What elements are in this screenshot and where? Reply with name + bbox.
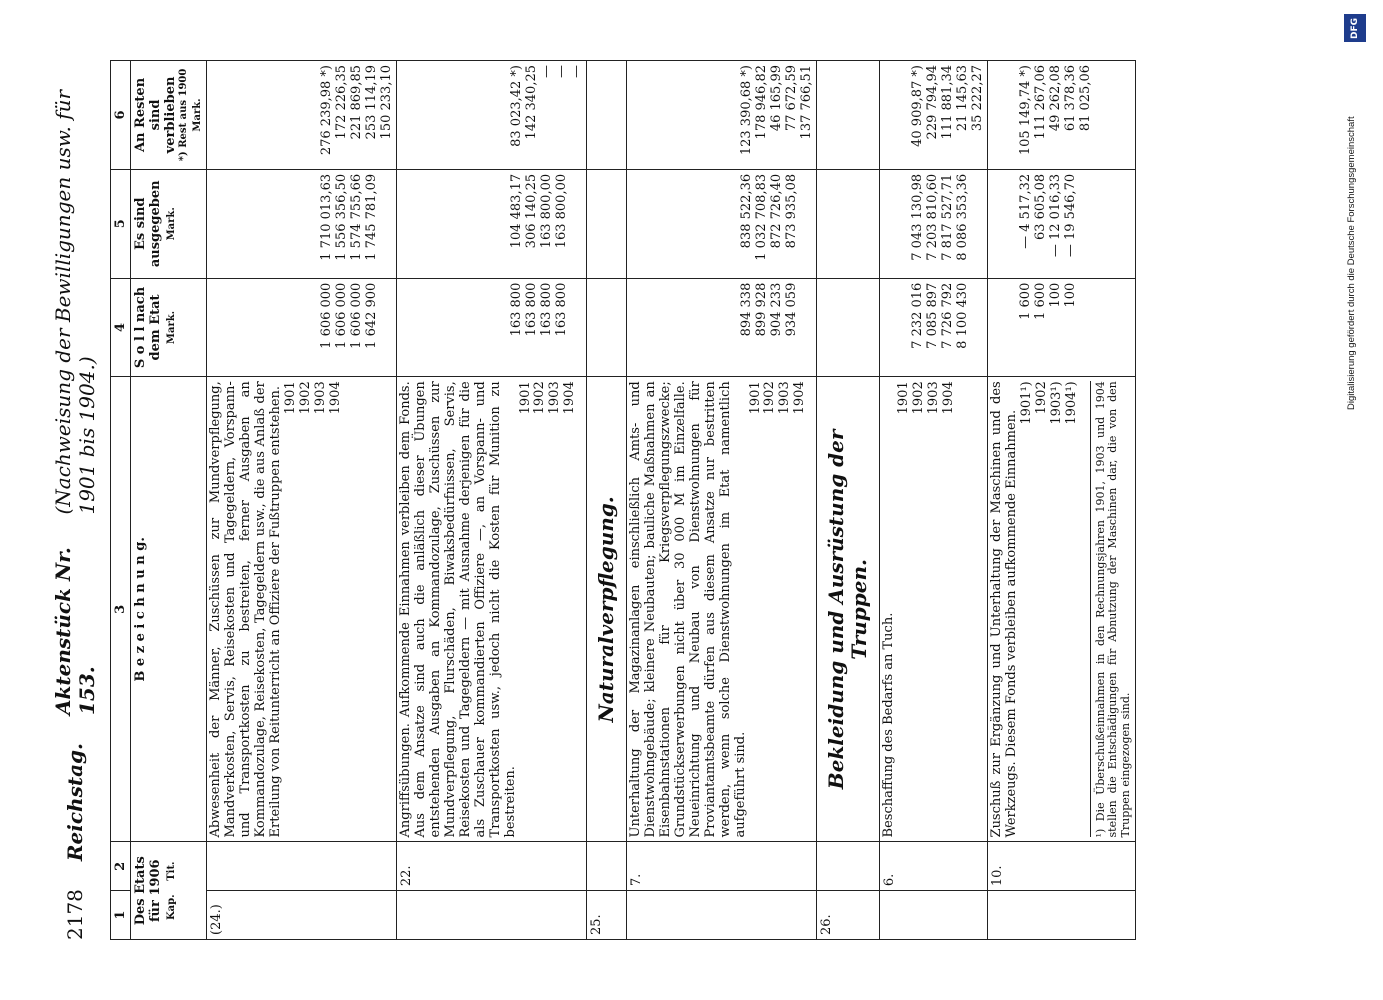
dfg-logo-icon: DFG bbox=[1344, 14, 1366, 42]
reste-cell bbox=[988, 61, 1136, 170]
reste-unit: Mark. bbox=[192, 98, 203, 132]
reste-note: *) Rest aus 1900 bbox=[178, 68, 189, 162]
reste-cell bbox=[627, 61, 817, 170]
col-num: 4 bbox=[111, 278, 131, 377]
ausgegeben-cell-value: 63 605,08 bbox=[1033, 173, 1048, 241]
year-label: 1901 bbox=[517, 381, 533, 415]
kap-cell bbox=[397, 891, 587, 940]
ausgegeben-cell-value: 7 043 130,98 bbox=[910, 173, 925, 261]
tit-label: Tit. bbox=[166, 861, 177, 881]
reste-header bbox=[131, 61, 207, 170]
year-label: 1901 bbox=[282, 381, 298, 415]
reste-cell bbox=[207, 61, 397, 170]
designation-header: B e z e i c h n u n g. bbox=[131, 377, 207, 842]
designation-cell bbox=[587, 377, 627, 842]
col-num: 3 bbox=[111, 377, 131, 842]
table-row bbox=[587, 61, 627, 940]
dfg-credit: Digitalisierung gefördert durch die Deutsche Forschungsgemeinschaft bbox=[1346, 116, 1357, 410]
reste-cell-value: 105 149,74 *) bbox=[1018, 65, 1033, 156]
designation-cell bbox=[627, 377, 817, 842]
ausgegeben-cell-value: 838 522,36 bbox=[739, 173, 754, 249]
table-row bbox=[627, 61, 817, 940]
designation-cell bbox=[397, 377, 587, 842]
ausgegeben-cell-value: 872 726,40 bbox=[769, 173, 784, 249]
reste-cell-value: 111 881,34 bbox=[940, 65, 955, 140]
year-label: 1903 bbox=[925, 381, 941, 415]
soll-cell bbox=[397, 278, 587, 377]
reste-cell-value: 46 165,99 bbox=[769, 65, 784, 132]
ausgegeben-cell-value: 1 710 013,63 bbox=[319, 173, 334, 261]
reste-cell-value: 61 378,36 bbox=[1063, 65, 1078, 132]
soll-cell-value: 100 bbox=[1063, 282, 1078, 308]
ausgegeben-unit: Mark. bbox=[166, 207, 177, 241]
year-label: 1902 bbox=[910, 381, 926, 415]
soll-cell-value: 163 800 bbox=[554, 282, 569, 337]
designation-cell bbox=[988, 377, 1136, 842]
year-label: 1903¹) bbox=[1048, 381, 1064, 425]
soll-cell-value: 100 bbox=[1048, 282, 1063, 308]
year-label: 1904 bbox=[792, 381, 808, 415]
ausgegeben-cell-value: 104 483,17 bbox=[509, 173, 524, 249]
tit-cell bbox=[587, 842, 627, 891]
reste-cell bbox=[880, 61, 988, 170]
kap-cell bbox=[988, 891, 1136, 940]
ausgegeben-cell-value: 1 745 781,09 bbox=[364, 173, 379, 261]
year-label: 1903 bbox=[312, 381, 328, 415]
year-label: 1904¹) bbox=[1063, 381, 1079, 425]
page-number: 2178 bbox=[63, 889, 87, 940]
page-header bbox=[51, 60, 99, 940]
reste-cell-value: 150 233,10 bbox=[379, 65, 394, 140]
kap-cell: (24.) bbox=[207, 891, 397, 940]
reste-label: An Resten sind verblieben bbox=[133, 76, 178, 154]
reste-cell-value: 40 909,87 *) bbox=[910, 65, 925, 147]
year-label: 1904 bbox=[327, 381, 343, 415]
table-row bbox=[207, 61, 397, 940]
reste-cell-value: 221 869,85 bbox=[349, 65, 364, 140]
tit-cell: 22. bbox=[397, 842, 587, 891]
reste-cell-value: 142 340,25 bbox=[524, 65, 539, 140]
year-label: 1904 bbox=[562, 381, 578, 415]
ausgegeben-cell bbox=[587, 169, 627, 278]
section-heading: Naturalverpflegung. bbox=[594, 496, 618, 723]
etat-header bbox=[131, 842, 207, 940]
reste-cell-value: 83 023,42 *) bbox=[509, 65, 524, 147]
kap-cell bbox=[880, 891, 988, 940]
appropriations-table bbox=[110, 60, 1136, 940]
section-heading: Bekleidung und Ausrüstung der Truppen. bbox=[824, 429, 871, 790]
ausgegeben-cell-value: — 12 016,33 bbox=[1048, 173, 1063, 258]
ausgegeben-cell-value: 306 140,25 bbox=[524, 173, 539, 249]
ausgegeben-cell-value: 1 032 708,83 bbox=[754, 173, 769, 261]
tit-cell bbox=[817, 842, 880, 891]
soll-unit: Mark. bbox=[166, 310, 177, 345]
col-num: 2 bbox=[111, 842, 131, 891]
reste-cell-value: 172 226,35 bbox=[334, 65, 349, 140]
reste-cell-value: 276 239,98 *) bbox=[319, 65, 334, 156]
soll-cell-value: 163 800 bbox=[524, 282, 539, 337]
designation-text: Unterhaltung der Magazinanlagen einschließlich Amts- und Dienstwohngebäude; kleinere Neubauten; bauliche Maßnahmen an Eisenbahnstationen für Kriegsverpflegungszwecke; Grundstückserwerbungen nicht über 30 000 M im Einzelfalle. Neueinrichtung und Neubau von Dienstwohnungen für Proviantamtsbeamte dürfen aus diesem Ansatze nur bestritten werden, wenn solche Dienstwohnungen im Etat namentlich aufgeführt sind. bbox=[628, 381, 748, 838]
soll-cell bbox=[587, 278, 627, 377]
reste-cell-value: 21 145,63 bbox=[955, 65, 970, 132]
ausgegeben-cell bbox=[627, 169, 817, 278]
reste-cell bbox=[587, 61, 627, 170]
tit-cell bbox=[207, 842, 397, 891]
year-label: 1901 bbox=[747, 381, 763, 415]
designation-cell bbox=[880, 377, 988, 842]
soll-cell-value: 1 600 bbox=[1033, 282, 1048, 320]
ausgegeben-label: Es sind ausgegeben bbox=[133, 180, 163, 268]
ausgegeben-header bbox=[131, 169, 207, 278]
dfg-sidebar bbox=[1340, 10, 1380, 990]
ausgegeben-cell-value: 1 574 755,66 bbox=[349, 173, 364, 261]
designation-text: Angriffsübungen. Aufkommende Einnahmen verbleiben dem Fonds. Aus dem Ansatze sind auch die anläßlich dieser Übungen entstehenden Ausgaben an Kommandozulage, Zuschüssen zur Mundverpflegung, Flurschäden, Biwaksbedürfnissen, Servis, Reisekosten und Tagegeldern — mit Ausnahme derjenigen für die als Zuschauer kommandierten Offiziere —, an Vorspann- und Transportkosten usw., jedoch nicht die Kosten für Munition zu bestreiten. bbox=[398, 381, 518, 838]
reste-cell-value: — bbox=[569, 65, 584, 78]
kap-label: Kap. bbox=[166, 894, 177, 921]
year-label: 1903 bbox=[547, 381, 563, 415]
tit-cell: 6. bbox=[880, 842, 988, 891]
soll-cell-value: 904 233 bbox=[769, 282, 784, 337]
ausgegeben-cell bbox=[207, 169, 397, 278]
designation-text: Abwesenheit der Männer, Zuschüssen zur Mundverpflegung, Mandverkosten, Servis, Reisekosten und Tagegeldern, Vorspann- und Transportkosten zu bestreiten, ferner Ausgaben an Kommandozulage, Reisekosten, Tagegeldern usw., die aus Anlaß der Erteilung von Reitunterricht an Offiziere der Fußtruppen entstehen. bbox=[208, 381, 283, 838]
soll-cell-value: 934 059 bbox=[784, 282, 799, 337]
year-label: 1902 bbox=[297, 381, 313, 415]
year-label: 1904 bbox=[940, 381, 956, 415]
ausgegeben-cell-value: — 19 546,70 bbox=[1063, 173, 1078, 258]
soll-cell-value: 1 606 000 bbox=[334, 282, 349, 349]
soll-cell-value: 7 232 016 bbox=[910, 282, 925, 349]
ausgegeben-cell bbox=[397, 169, 587, 278]
ausgegeben-cell-value: 873 935,08 bbox=[784, 173, 799, 249]
reste-cell-value: — bbox=[539, 65, 554, 78]
year-label: 1902 bbox=[532, 381, 548, 415]
soll-cell-value: 8 100 430 bbox=[955, 282, 970, 349]
column-number-row bbox=[111, 61, 131, 940]
col-num: 1 bbox=[111, 891, 131, 940]
reste-cell-value: 111 267,06 bbox=[1033, 65, 1048, 140]
table-row bbox=[988, 61, 1136, 940]
soll-cell bbox=[207, 278, 397, 377]
kap-cell bbox=[627, 891, 817, 940]
soll-cell-value: 899 928 bbox=[754, 282, 769, 337]
ausgegeben-cell bbox=[988, 169, 1136, 278]
designation-cell bbox=[817, 377, 880, 842]
reste-cell-value: 81 025,06 bbox=[1078, 65, 1093, 132]
table-row bbox=[397, 61, 587, 940]
tit-cell: 10. bbox=[988, 842, 1136, 891]
ausgegeben-cell-value: 8 086 353,36 bbox=[955, 173, 970, 261]
soll-cell-value: 163 800 bbox=[539, 282, 554, 337]
soll-cell-value: 7 726 792 bbox=[940, 282, 955, 349]
kap-cell: 26. bbox=[817, 891, 880, 940]
tit-cell: 7. bbox=[627, 842, 817, 891]
year-label: 1903 bbox=[777, 381, 793, 415]
document-title: Aktenstück Nr. 153. bbox=[51, 547, 99, 716]
soll-cell-value: 1 606 000 bbox=[319, 282, 334, 349]
soll-cell-value: 1 606 000 bbox=[349, 282, 364, 349]
soll-label: S o l l nach dem Etat bbox=[133, 286, 163, 369]
table-body bbox=[207, 61, 1136, 940]
reste-cell-value: 253 114,19 bbox=[364, 65, 379, 140]
reste-cell-value: 49 262,08 bbox=[1048, 65, 1063, 132]
ausgegeben-cell bbox=[817, 169, 880, 278]
reste-cell-value: — bbox=[554, 65, 569, 78]
year-label: 1902 bbox=[1033, 381, 1049, 415]
soll-cell-value: 163 800 bbox=[509, 282, 524, 337]
soll-cell bbox=[817, 278, 880, 377]
soll-cell-value: 894 338 bbox=[739, 282, 754, 337]
soll-header bbox=[131, 278, 207, 377]
col-num: 6 bbox=[111, 61, 131, 170]
footnote: ¹) Die Überschußeinnahmen in den Rechnungsjahren 1901, 1903 und 1904 stellen die Entschädigungen für Abnutzung der Maschinen dar, die von den Truppen eingezogen sind. bbox=[1090, 381, 1133, 837]
col-num: 5 bbox=[111, 169, 131, 278]
ausgegeben-cell-value: 7 203 810,60 bbox=[925, 173, 940, 261]
source-name: Reichstag. bbox=[63, 743, 87, 862]
soll-cell-value: 1 642 900 bbox=[364, 282, 379, 349]
kap-cell: 25. bbox=[587, 891, 627, 940]
etat-header-label: Des Etats für 1906 bbox=[133, 856, 163, 926]
soll-cell bbox=[988, 278, 1136, 377]
soll-cell bbox=[627, 278, 817, 377]
document-subtitle: (Nachweisung der Bewilligungen usw. für 1901 bis 1904.) bbox=[51, 89, 99, 515]
header-row bbox=[131, 61, 207, 940]
table-row bbox=[880, 61, 988, 940]
ausgegeben-cell-value: 163 800,00 bbox=[539, 173, 554, 249]
ausgegeben-cell-value: — 4 517,32 bbox=[1018, 173, 1033, 249]
year-label: 1901 bbox=[895, 381, 911, 415]
ausgegeben-cell-value: 163 800,00 bbox=[554, 173, 569, 249]
reste-cell-value: 77 672,59 bbox=[784, 65, 799, 132]
ausgegeben-cell-value: 7 817 527,71 bbox=[940, 173, 955, 261]
reste-cell-value: 229 794,94 bbox=[925, 65, 940, 140]
designation-text: Beschaffung des Bedarfs an Tuch. bbox=[881, 612, 896, 838]
reste-cell-value: 123 390,68 *) bbox=[739, 65, 754, 156]
soll-cell-value: 7 085 897 bbox=[925, 282, 940, 349]
year-label: 1901¹) bbox=[1018, 381, 1034, 425]
ausgegeben-cell bbox=[880, 169, 988, 278]
ausgegeben-cell-value: 1 556 356,50 bbox=[334, 173, 349, 261]
table-row bbox=[817, 61, 880, 940]
designation-text: Zuschuß zur Ergänzung und Unterhaltung der Maschinen und des Werkzeugs. Diesem Fonds verbleiben aufkommende Einnahmen. bbox=[989, 381, 1019, 838]
soll-cell-value: 1 600 bbox=[1018, 282, 1033, 320]
soll-cell bbox=[880, 278, 988, 377]
reste-cell-value: 178 946,82 bbox=[754, 65, 769, 140]
designation-cell bbox=[207, 377, 397, 842]
reste-cell-value: 35 222,27 bbox=[970, 65, 985, 132]
reste-cell bbox=[817, 61, 880, 170]
reste-cell bbox=[397, 61, 587, 170]
year-label: 1902 bbox=[762, 381, 778, 415]
reste-cell-value: 137 766,51 bbox=[799, 65, 814, 140]
